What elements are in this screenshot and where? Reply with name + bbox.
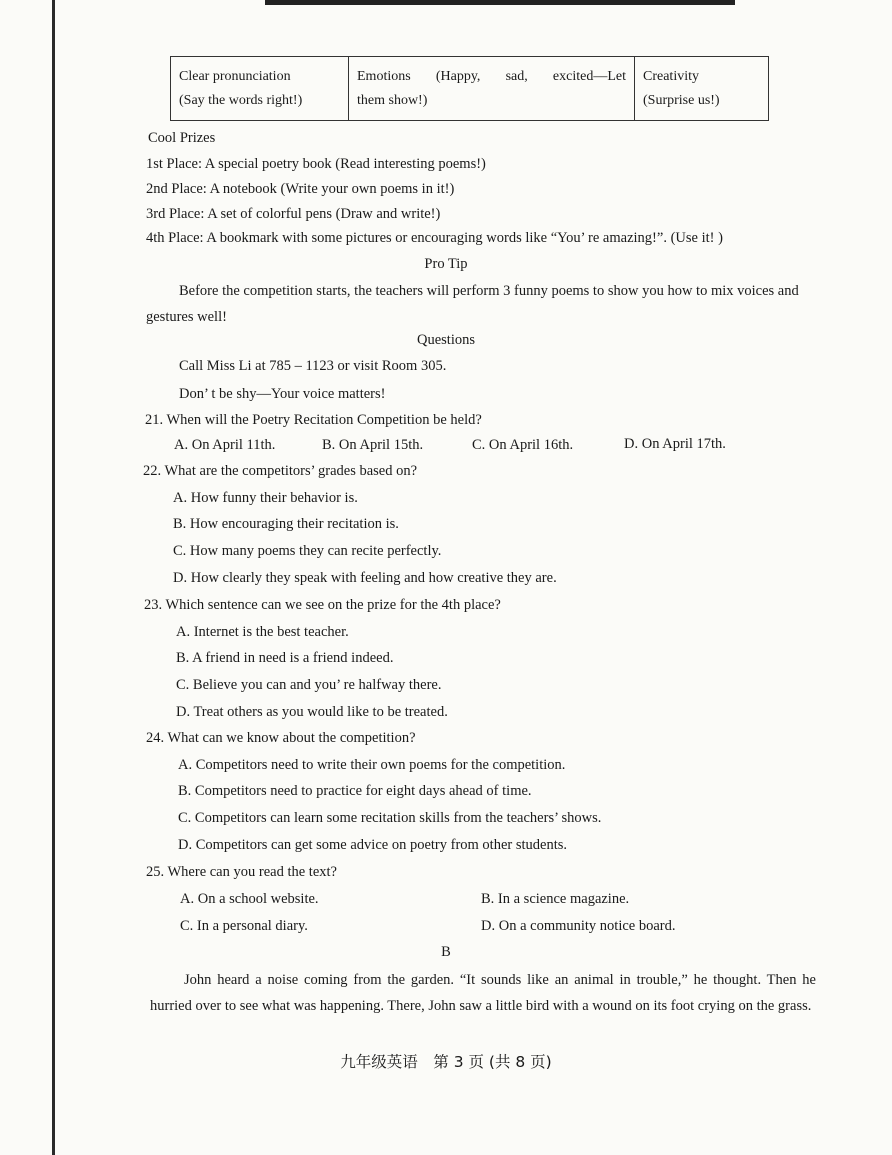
question-stem: 23. Which sentence can we see on the prize for the 4th place? [144, 597, 501, 613]
criterion-title: Clear pronunciation [179, 68, 291, 84]
prize-item: 3rd Place: A set of colorful pens (Draw and write!) [146, 206, 441, 222]
criterion-emotions [349, 57, 635, 121]
question-option: B. In a science magazine. [481, 891, 630, 907]
question-option: C. Believe you can and you’ re halfway there. [176, 677, 442, 693]
pro-tip-heading: Pro Tip [424, 256, 468, 272]
question-option: C. Competitors can learn some recitation skills from the teachers’ shows. [178, 810, 602, 826]
questions-heading: Questions [417, 332, 475, 348]
question-option: B. How encouraging their recitation is. [173, 516, 399, 532]
section-b-paragraph: John heard a noise coming from the garden. “It sounds like an animal in trouble,” he thought. Then he hurried over to see what was happening. There, John saw a little bird with a wound on its foot crying on the grass. [150, 972, 816, 1014]
question-option: B. On April 15th. [322, 437, 424, 453]
question-option: C. How many poems they can recite perfectly. [173, 543, 442, 559]
criterion-title: Emotions (Happy, sad, excited—Let [357, 68, 626, 84]
question-option: D. Competitors can get some advice on poetry from other students. [178, 837, 567, 853]
criterion-note: (Say the words right!) [179, 92, 303, 108]
question-option: A. Competitors need to write their own poems for the competition. [178, 757, 566, 773]
question-option: A. On a school website. [180, 891, 319, 907]
question-option: D. How clearly they speak with feeling and how creative they are. [173, 570, 557, 586]
question-option: A. On April 11th. [174, 437, 276, 453]
question-option: B. Competitors need to practice for eight days ahead of time. [178, 783, 532, 799]
question-option: A. Internet is the best teacher. [176, 624, 349, 640]
question-option: D. Treat others as you would like to be treated. [176, 704, 448, 720]
question-stem: 21. When will the Poetry Recitation Competition be held? [145, 412, 482, 428]
question-option: A. How funny their behavior is. [173, 490, 358, 506]
binding-rule [52, 0, 55, 1155]
prizes-heading: Cool Prizes [148, 130, 216, 146]
question-option: D. On April 17th. [624, 436, 726, 452]
pro-tip-text: Before the competition starts, the teachers will perform 3 funny poems to show you how to mix voices and gestures well! [146, 283, 799, 325]
scoring-criteria-table [170, 56, 769, 121]
section-b-label: B [441, 944, 451, 960]
criterion-pronunciation [171, 57, 349, 121]
scan-top-edge [265, 0, 735, 5]
prize-item: 4th Place: A bookmark with some pictures or encouraging words like “You’ re amazing!”. (Use it! ) [146, 230, 723, 246]
encouragement: Don’ t be shy—Your voice matters! [179, 386, 386, 402]
prize-item: 2nd Place: A notebook (Write your own poems in it!) [146, 181, 455, 197]
prize-item: 1st Place: A special poetry book (Read interesting poems!) [146, 156, 486, 172]
question-option: D. On a community notice board. [481, 918, 676, 934]
question-option: C. In a personal diary. [180, 918, 308, 934]
criterion-note: (Surprise us!) [643, 92, 720, 108]
question-option: C. On April 16th. [472, 437, 574, 453]
criterion-title: Creativity [643, 68, 699, 84]
question-stem: 25. Where can you read the text? [146, 864, 337, 880]
contact-info: Call Miss Li at 785 – 1123 or visit Room 305. [179, 358, 447, 374]
page-footer: 九年级英语 第 3 页 (共 8 页) [340, 1053, 552, 1071]
criterion-creativity [635, 57, 769, 121]
question-option: B. A friend in need is a friend indeed. [176, 650, 394, 666]
criterion-note: them show!) [357, 92, 428, 108]
question-stem: 22. What are the competitors’ grades based on? [143, 463, 418, 479]
question-stem: 24. What can we know about the competition? [146, 730, 416, 746]
